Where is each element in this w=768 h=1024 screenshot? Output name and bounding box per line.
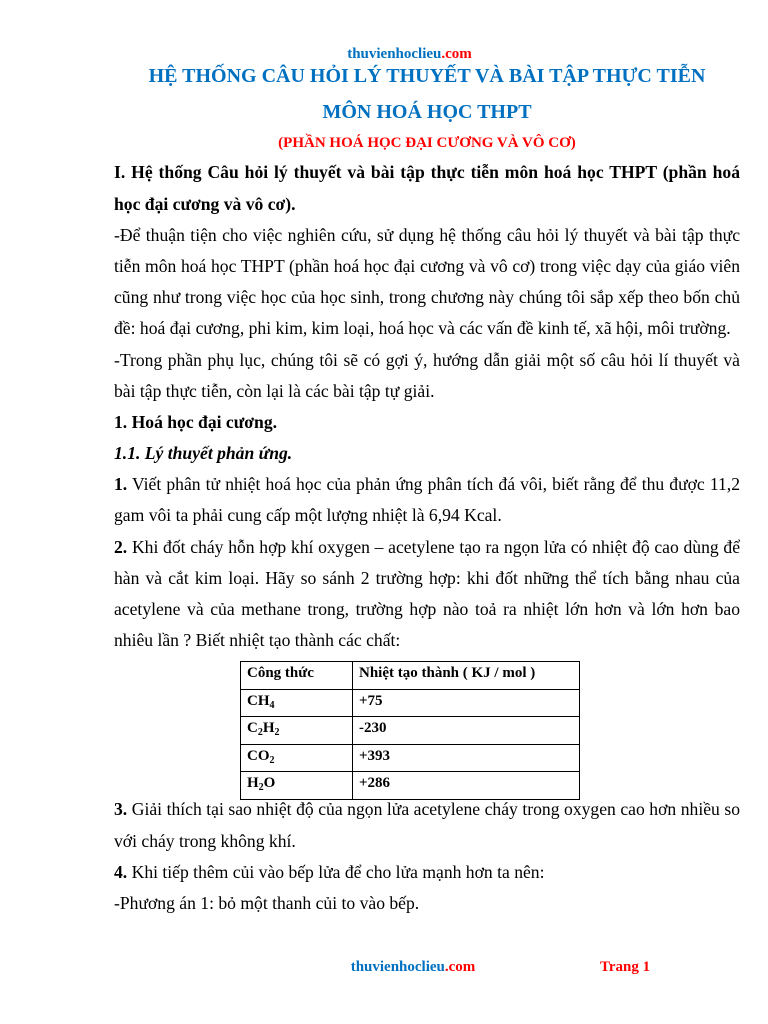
text-line: học đại cương và vô cơ). [114,193,296,214]
text-line: gam vôi ta phải cung cấp một lượng nhiệt là 6,94 Kcal. [114,505,502,526]
text-line: cũng như trong việc học của học sinh, trong chương này chúng tôi sắp xếp theo bốn chủ [114,287,740,308]
text-line: acetylene và của methane trong, trường hợp nào toả ra nhiệt lớn hơn và lớn hơn bao [114,599,740,620]
intro-paragraph [114,345,740,407]
text-line [114,857,740,888]
formula-text: H [247,775,259,792]
heat-of-formation-table [240,661,580,800]
formula-subscript: 2 [257,727,263,739]
question-number: 1. [114,474,128,495]
formula-text: H [262,720,275,737]
answer-option-1: -Phương án 1: bỏ một thanh củi to vào bếp. [114,892,420,913]
question-2 [114,532,740,657]
document-title-line-2: MÔN HOÁ HỌC THPT [322,101,532,123]
formula-subscript: 2 [274,727,280,739]
heat-value-cell: +75 [353,689,580,717]
text-line: đề: hoá đại cương, phi kim, kim loại, hoá học và các vấn đề kinh tế, xã hội, môi trường. [114,318,731,339]
section-heading [114,157,740,219]
formula-subscript: 4 [269,699,275,711]
table-row [241,717,580,745]
question-number: 3. [114,799,128,820]
column-header-formula: Công thức [241,662,353,690]
formula-text: C [247,720,258,737]
subsection-heading: 1. Hoá học đại cương. [114,411,278,432]
question-number: 4. [114,861,128,882]
column-header-heat: Nhiệt tạo thành ( KJ / mol ) [353,662,580,690]
formula-cell [241,744,353,772]
text-line [114,469,740,500]
header-site-tld: .com [441,46,472,62]
heat-value-cell: -230 [353,717,580,745]
text-line [114,794,740,825]
text-line: -Để thuận tiện cho việc nghiên cứu, sử dụng hệ thống câu hỏi lý thuyết và bài tập thực [114,224,740,245]
text-line [114,532,740,563]
document-body [114,157,740,656]
formula-text: CO [247,747,270,764]
footer-site-tld: .com [444,959,476,975]
formula-cell [241,717,353,745]
text-line: bài tập thực tiễn, còn lại là các bài tập tự giải. [114,380,435,401]
question-text: Khi đốt cháy hỗn hợp khí oxygen – acetylene tạo ra ngọn lửa có nhiệt độ cao dùng để [131,536,740,557]
footer-site-name: thuvienhoclieu [350,959,445,975]
text-line: hàn và cắt kim loại. Hãy so sánh 2 trường hợp: khi đốt những thể tích bằng nhau của [114,567,740,588]
topic-heading: 1.1. Lý thuyết phản ứng. [114,443,293,464]
page-footer-site [313,957,513,977]
question-text: Viết phân tử nhiệt hoá học của phản ứng phân tích đá vôi, biết rằng để thu được 11,2 [132,474,740,495]
table-row [241,744,580,772]
question-text: Khi tiếp thêm củi vào bếp lửa để cho lửa mạnh hơn ta nên: [131,861,545,882]
document-subtitle: (PHẦN HOÁ HỌC ĐẠI CƯƠNG VÀ VÔ CƠ) [278,135,576,151]
table-row [241,689,580,717]
intro-paragraph [114,220,740,345]
text-line: I. Hệ thống Câu hỏi lý thuyết và bài tập thực tiễn môn hoá học THPT (phần hoá [114,162,740,183]
question-3 [114,794,740,856]
document-title: HỆ THỐNG CÂU HỎI LÝ THUYẾT VÀ BÀI TẬP THỰC TIỄN [148,65,706,87]
formula-cell [241,689,353,717]
text-line: tiễn môn hoá học THPT (phần hoá học đại cương và vô cơ) trong việc dạy của giáo viên [114,255,740,276]
formula-text: O [263,775,276,792]
table-header-row [241,662,580,690]
header-site-name: thuvienhoclieu [347,46,442,62]
text-line: nhiêu lần ? Biết nhiệt tạo thành các chất: [114,630,401,651]
formula-text: CH [247,692,270,709]
heat-value-cell: +286 [353,772,580,800]
heat-value-cell: +393 [353,744,580,772]
document-body-continued [114,794,740,919]
page-number: Trang 1 [600,959,651,975]
page-header-site [260,44,560,64]
formula-subscript: 2 [258,782,264,794]
question-1 [114,469,740,531]
question-number: 2. [114,536,128,557]
text-line: -Trong phần phụ lục, chúng tôi sẽ có gợi ý, hướng dẫn giải một số câu hỏi lí thuyết và [114,349,740,370]
question-4 [114,857,740,888]
formula-subscript: 2 [269,754,275,766]
question-text: Giải thích tại sao nhiệt độ của ngọn lửa acetylene cháy trong oxygen cao hơn nhiều so [131,799,741,820]
text-line: với cháy trong không khí. [114,830,296,851]
